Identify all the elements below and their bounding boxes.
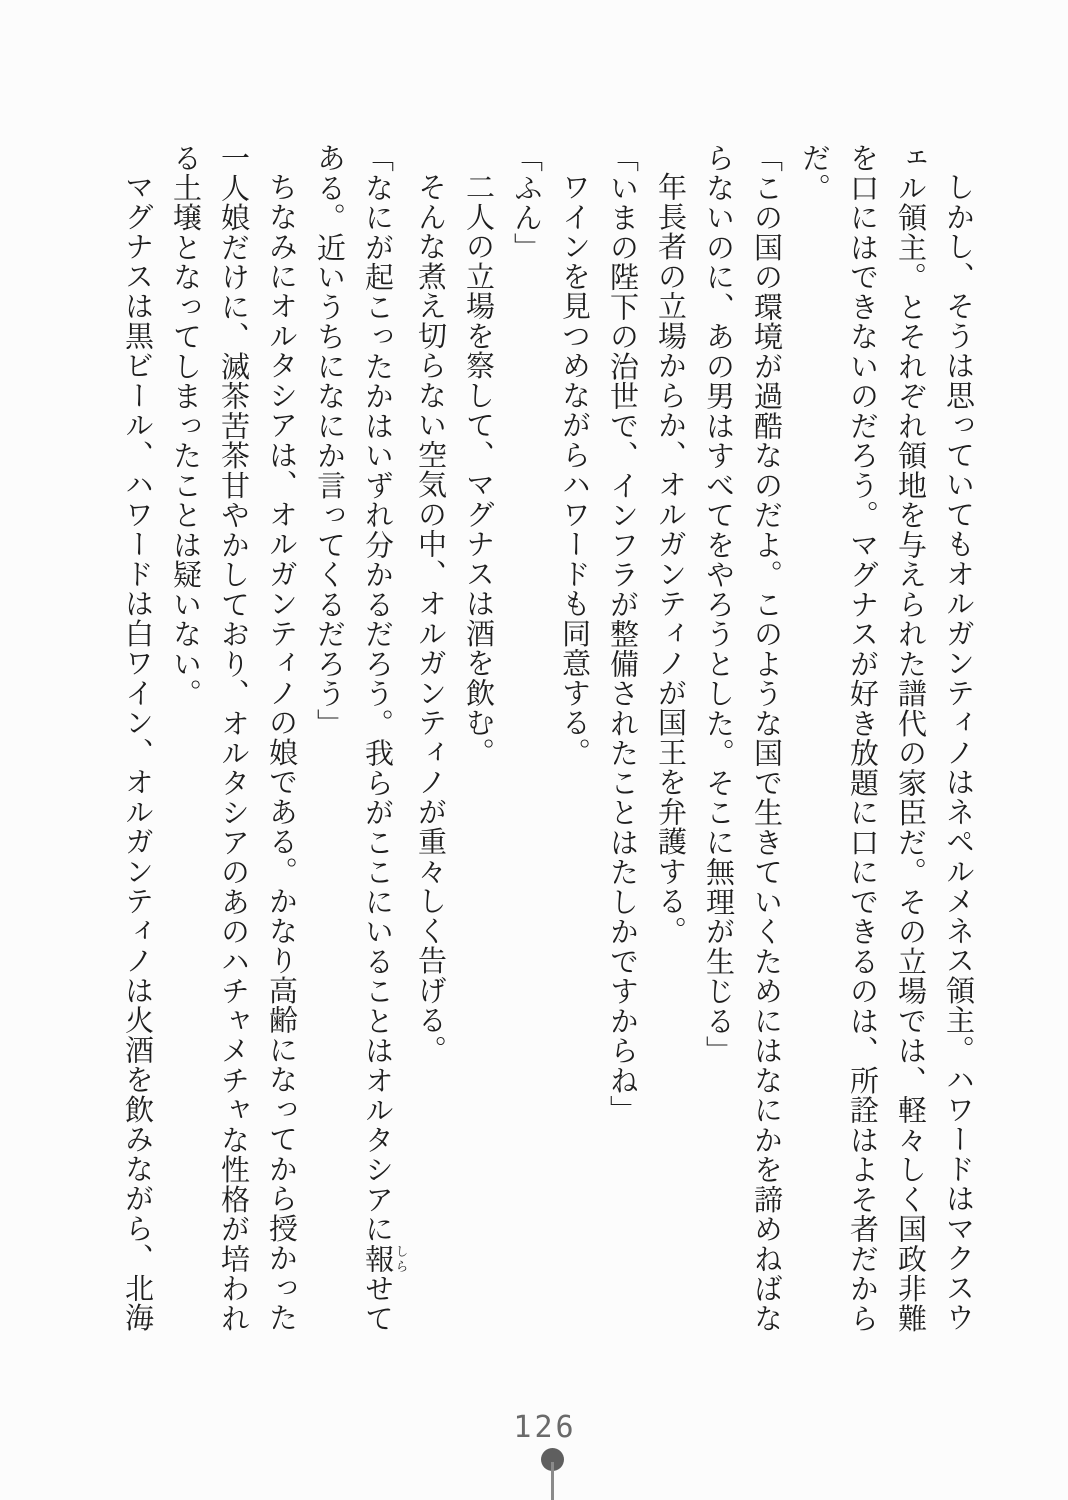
paragraph: 「この国の環境が過酷なのだよ。このような国で生きていくためにはなにかを諦めねばならないのに、あの男はすべてをやろうとした。そこに無理が生じる」 bbox=[702, 143, 784, 1333]
paragraph: しかし、そうは思っていてもオルガンティノはネペルメネス領主。ハワードはマクスウェル領主。とそれぞれ領地を与えられた譜代の家臣だ。その立場では、軽々しく国政非難を口にはできないのだろう。マグナスが好き放題に口にできるのは、所詮はよそ者だからだ。 bbox=[798, 143, 976, 1333]
paragraph: ちなみにオルタシアは、オルガンティノの娘である。かなり高齢になってから授かった一人娘だけに、滅茶苦茶甘やかしており、オルタシアのあのハチャメチャな性格が培われる土壌となってしまったことは疑いない。 bbox=[169, 143, 299, 1333]
text-block bbox=[119, 143, 983, 1339]
page-number: 126 bbox=[513, 1410, 577, 1445]
paragraph: マグナスは黒ビール、ハワードは白ワイン、オルガンティノは火酒を飲みながら、北海 bbox=[121, 172, 155, 1333]
pin-line bbox=[551, 1462, 554, 1500]
paragraph: 年長者の立場からか、オルガンティノが国王を弁護する。 bbox=[654, 172, 688, 946]
paragraph: 二人の立場を察して、マグナスは酒を飲む。 bbox=[462, 172, 496, 767]
paragraph: そんな煮え切らない空気の中、オルガンティノが重々しく告げる。 bbox=[414, 172, 448, 1065]
ruby-annotation: 報しら bbox=[361, 1243, 408, 1274]
paragraph: 「ふん」 bbox=[510, 143, 544, 262]
paragraph: 「なにが起こったかはいずれ分かるだろう。我らがここにいることはオルタシアに報しらせてある。近いうちになにか言ってくるだろう」 bbox=[313, 143, 408, 1333]
paragraph: ワインを見つめながらハワードも同意する。 bbox=[558, 172, 592, 767]
paragraph: 「いまの陛下の治世で、インフラが整備されたことはたしかですからね」 bbox=[606, 143, 640, 1125]
